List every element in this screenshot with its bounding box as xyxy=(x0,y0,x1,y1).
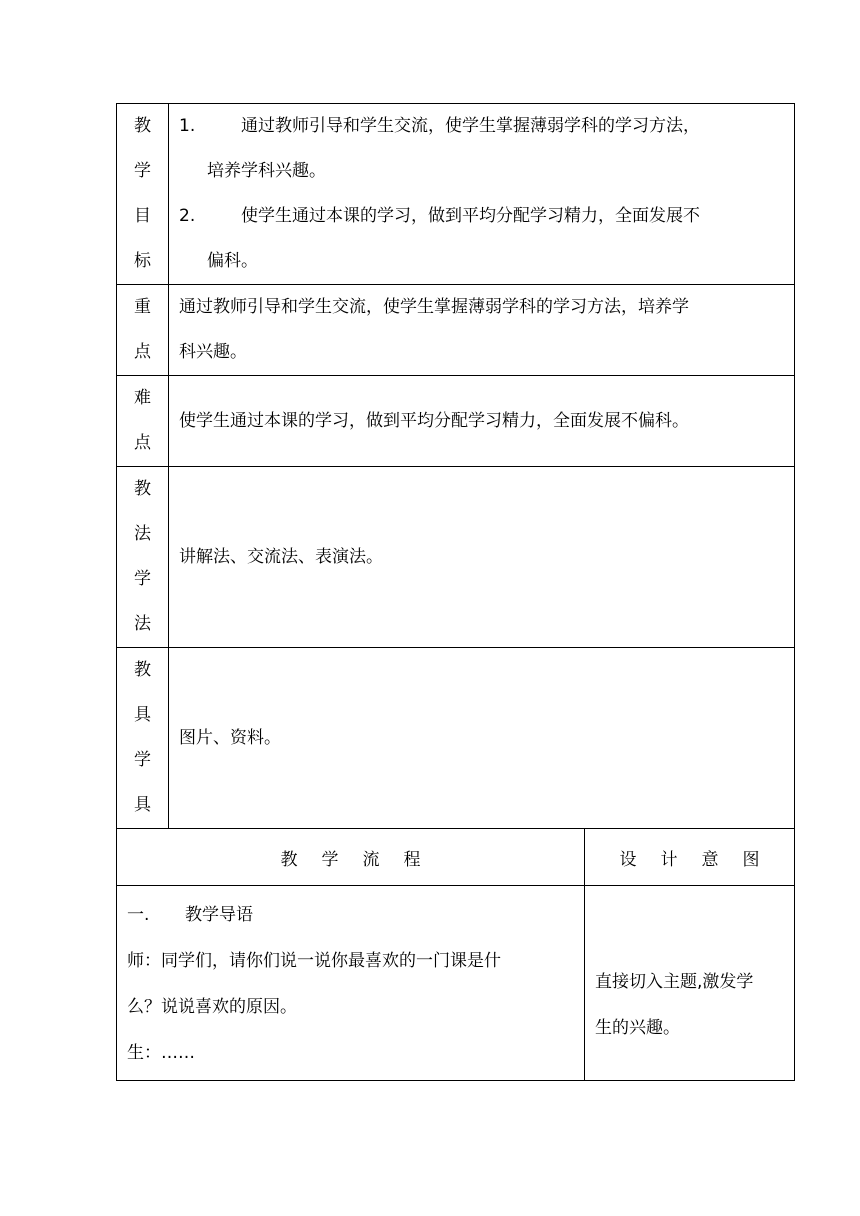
header-char: 程 xyxy=(403,849,421,870)
difficulty-row xyxy=(117,376,795,467)
flow-line-2: 么？说说喜欢的原因。 xyxy=(127,997,297,1017)
difficulty-content xyxy=(169,376,795,467)
header-char: 计 xyxy=(660,849,678,870)
objectives-label xyxy=(117,104,169,285)
key-point-content xyxy=(169,285,795,376)
tools-label xyxy=(117,648,169,829)
difficulty-label xyxy=(117,376,169,467)
section-number: 一. xyxy=(127,905,150,925)
header-char: 意 xyxy=(701,849,719,870)
objectives-row xyxy=(117,104,795,285)
difficulty-text: 使学生通过本课的学习，做到平均分配学习精力，全面发展不偏科。 xyxy=(179,410,689,431)
tools-content xyxy=(169,648,795,829)
label-char: 学 xyxy=(134,161,151,181)
section-title: 教学导语 xyxy=(185,905,253,925)
label-char: 法 xyxy=(134,614,151,634)
label-char: 学 xyxy=(134,750,151,770)
key-point-line-1: 通过教师引导和学生交流，使学生掌握薄弱学科的学习方法，培养学 xyxy=(179,297,689,317)
flow-header-row xyxy=(117,829,795,886)
label-char: 学 xyxy=(134,569,151,589)
flow-line-1: 师：同学们，请你们说一说你最喜欢的一门课是什 xyxy=(127,951,501,971)
objective-item-2 xyxy=(179,194,786,239)
methods-text: 讲解法、交流法、表演法。 xyxy=(179,546,383,567)
intent-line-2: 生的兴趣。 xyxy=(595,1018,680,1038)
header-char: 教 xyxy=(280,849,298,870)
objective-item-1 xyxy=(179,104,786,149)
label-char: 教 xyxy=(134,116,151,136)
methods-row xyxy=(117,467,795,648)
label-char: 点 xyxy=(134,342,151,362)
design-intent xyxy=(585,886,795,1081)
header-char: 图 xyxy=(742,849,760,870)
key-point-row xyxy=(117,285,795,376)
methods-content xyxy=(169,467,795,648)
tools-text: 图片、资料。 xyxy=(179,727,281,748)
label-char: 难 xyxy=(134,388,151,408)
label-char: 具 xyxy=(134,705,151,725)
label-char: 目 xyxy=(134,206,151,226)
flow-content-row xyxy=(117,886,795,1081)
item-number: 1. xyxy=(179,116,196,136)
item-continuation: 培养学科兴趣。 xyxy=(207,161,326,181)
item-continuation: 偏科。 xyxy=(207,251,258,271)
flow-content xyxy=(117,886,585,1081)
header-char: 流 xyxy=(362,849,380,870)
label-char: 教 xyxy=(134,660,151,680)
flow-section-heading xyxy=(127,892,574,938)
label-char: 法 xyxy=(134,524,151,544)
flow-header-right xyxy=(585,829,795,886)
label-char: 具 xyxy=(134,795,151,815)
item-text: 通过教师引导和学生交流，使学生掌握薄弱学科的学习方法， xyxy=(241,116,700,136)
label-char: 重 xyxy=(134,297,151,317)
header-char: 学 xyxy=(321,849,339,870)
item-text: 使学生通过本课的学习，做到平均分配学习精力，全面发展不 xyxy=(241,206,700,226)
label-char: 点 xyxy=(134,433,151,453)
flow-header-left xyxy=(117,829,585,886)
key-point-line-2: 科兴趣。 xyxy=(179,342,247,362)
objectives-content xyxy=(169,104,795,285)
key-point-label xyxy=(117,285,169,376)
label-char: 教 xyxy=(134,479,151,499)
methods-label xyxy=(117,467,169,648)
item-number: 2. xyxy=(179,206,196,226)
intent-line-1: 直接切入主题,激发学 xyxy=(595,972,754,992)
flow-line-3: 生：…… xyxy=(127,1043,195,1063)
header-char: 设 xyxy=(619,849,637,870)
tools-row xyxy=(117,648,795,829)
label-char: 标 xyxy=(134,251,151,271)
lesson-plan-table xyxy=(116,103,795,1081)
